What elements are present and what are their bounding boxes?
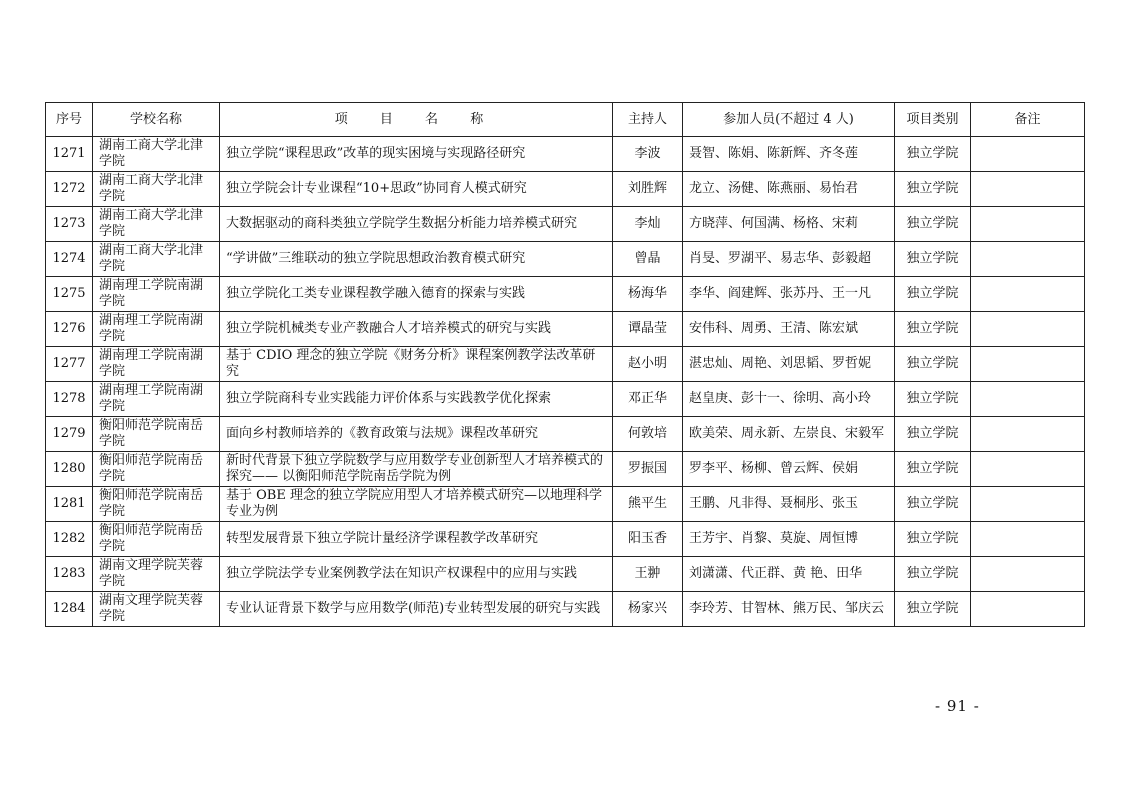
cell-members: 方晓萍、何国满、杨格、宋莉	[683, 207, 895, 242]
cell-seq: 1281	[46, 487, 93, 522]
cell-remark	[971, 557, 1085, 592]
cell-school: 湖南工商大学北津学院	[93, 137, 220, 172]
cell-project: 转型发展背景下独立学院计量经济学课程教学改革研究	[220, 522, 613, 557]
cell-remark	[971, 522, 1085, 557]
cell-members: 王鹏、凡非得、聂桐彤、张玉	[683, 487, 895, 522]
cell-category: 独立学院	[895, 592, 971, 627]
cell-members: 肖旻、罗湖平、易志华、彭毅超	[683, 242, 895, 277]
cell-members: 龙立、汤健、陈燕丽、易怡君	[683, 172, 895, 207]
cell-seq: 1273	[46, 207, 93, 242]
cell-remark	[971, 487, 1085, 522]
header-seq: 序号	[46, 103, 93, 137]
cell-host: 杨家兴	[613, 592, 683, 627]
table-row	[46, 452, 1085, 487]
cell-remark	[971, 347, 1085, 382]
cell-school: 湖南理工学院南湖学院	[93, 382, 220, 417]
cell-seq: 1284	[46, 592, 93, 627]
cell-category: 独立学院	[895, 557, 971, 592]
table-row	[46, 522, 1085, 557]
cell-seq: 1271	[46, 137, 93, 172]
cell-host: 李灿	[613, 207, 683, 242]
cell-category: 独立学院	[895, 522, 971, 557]
table-row	[46, 312, 1085, 347]
header-members: 参加人员(不超过 4 人)	[683, 103, 895, 137]
cell-category: 独立学院	[895, 172, 971, 207]
table-row	[46, 242, 1085, 277]
cell-host: 熊平生	[613, 487, 683, 522]
cell-school: 湖南理工学院南湖学院	[93, 312, 220, 347]
cell-category: 独立学院	[895, 137, 971, 172]
cell-project: 大数据驱动的商科类独立学院学生数据分析能力培养模式研究	[220, 207, 613, 242]
cell-seq: 1277	[46, 347, 93, 382]
cell-host: 阳玉香	[613, 522, 683, 557]
table-row	[46, 172, 1085, 207]
cell-school: 湖南工商大学北津学院	[93, 207, 220, 242]
cell-project: 专业认证背景下数学与应用数学(师范)专业转型发展的研究与实践	[220, 592, 613, 627]
header-project: 项 目 名 称	[220, 103, 613, 137]
cell-project: 基于 OBE 理念的独立学院应用型人才培养模式研究—以地理科学专业为例	[220, 487, 613, 522]
table-row	[46, 277, 1085, 312]
cell-seq: 1276	[46, 312, 93, 347]
cell-school: 衡阳师范学院南岳学院	[93, 487, 220, 522]
table-row	[46, 557, 1085, 592]
cell-remark	[971, 277, 1085, 312]
cell-remark	[971, 452, 1085, 487]
cell-category: 独立学院	[895, 277, 971, 312]
cell-members: 李华、阎建辉、张苏丹、王一凡	[683, 277, 895, 312]
cell-members: 刘潇潇、代正群、黄 艳、田华	[683, 557, 895, 592]
cell-host: 王翀	[613, 557, 683, 592]
cell-project: 基于 CDIO 理念的独立学院《财务分析》课程案例教学法改革研究	[220, 347, 613, 382]
cell-members: 赵皇庚、彭十一、徐明、高小玲	[683, 382, 895, 417]
cell-project: 面向乡村教师培养的《教育政策与法规》课程改革研究	[220, 417, 613, 452]
cell-host: 杨海华	[613, 277, 683, 312]
cell-members: 聂智、陈娟、陈新辉、齐冬莲	[683, 137, 895, 172]
cell-remark	[971, 137, 1085, 172]
cell-category: 独立学院	[895, 347, 971, 382]
cell-remark	[971, 242, 1085, 277]
cell-category: 独立学院	[895, 487, 971, 522]
cell-school: 衡阳师范学院南岳学院	[93, 452, 220, 487]
cell-seq: 1274	[46, 242, 93, 277]
header-category: 项目类别	[895, 103, 971, 137]
cell-host: 罗振国	[613, 452, 683, 487]
cell-seq: 1275	[46, 277, 93, 312]
table-row	[46, 417, 1085, 452]
cell-category: 独立学院	[895, 242, 971, 277]
cell-project: 独立学院化工类专业课程教学融入德育的探索与实践	[220, 277, 613, 312]
table-row	[46, 347, 1085, 382]
cell-host: 赵小明	[613, 347, 683, 382]
table-header-row	[46, 103, 1085, 137]
cell-school: 湖南理工学院南湖学院	[93, 277, 220, 312]
cell-project: 新时代背景下独立学院数学与应用数学专业创新型人才培养模式的探究—— 以衡阳师范学院南岳学院为例	[220, 452, 613, 487]
cell-category: 独立学院	[895, 417, 971, 452]
cell-host: 谭晶莹	[613, 312, 683, 347]
cell-members: 罗李平、杨柳、曾云辉、侯娟	[683, 452, 895, 487]
cell-host: 何敦培	[613, 417, 683, 452]
cell-category: 独立学院	[895, 382, 971, 417]
cell-category: 独立学院	[895, 452, 971, 487]
cell-remark	[971, 592, 1085, 627]
cell-seq: 1283	[46, 557, 93, 592]
cell-host: 曾晶	[613, 242, 683, 277]
cell-remark	[971, 382, 1085, 417]
cell-seq: 1272	[46, 172, 93, 207]
project-table	[45, 102, 1085, 627]
cell-members: 李玲芳、甘智林、熊万民、邹庆云	[683, 592, 895, 627]
cell-seq: 1282	[46, 522, 93, 557]
cell-host: 李波	[613, 137, 683, 172]
cell-remark	[971, 417, 1085, 452]
table-row	[46, 592, 1085, 627]
header-host: 主持人	[613, 103, 683, 137]
cell-school: 湖南工商大学北津学院	[93, 172, 220, 207]
cell-project: 独立学院“课程思政”改革的现实困境与实现路径研究	[220, 137, 613, 172]
table-row	[46, 207, 1085, 242]
cell-school: 衡阳师范学院南岳学院	[93, 417, 220, 452]
page-number: - 91 -	[935, 697, 980, 715]
cell-members: 欧美荣、周永新、左崇良、宋毅军	[683, 417, 895, 452]
cell-members: 王芳宇、肖黎、莫旋、周恒博	[683, 522, 895, 557]
cell-remark	[971, 207, 1085, 242]
cell-project: 独立学院商科专业实践能力评价体系与实践教学优化探索	[220, 382, 613, 417]
cell-seq: 1280	[46, 452, 93, 487]
cell-school: 衡阳师范学院南岳学院	[93, 522, 220, 557]
cell-members: 湛忠灿、周艳、刘思韬、罗哲妮	[683, 347, 895, 382]
cell-project: “学讲做”三维联动的独立学院思想政治教育模式研究	[220, 242, 613, 277]
table-row	[46, 137, 1085, 172]
cell-school: 湖南理工学院南湖学院	[93, 347, 220, 382]
cell-host: 邓正华	[613, 382, 683, 417]
cell-host: 刘胜辉	[613, 172, 683, 207]
cell-category: 独立学院	[895, 312, 971, 347]
table-row	[46, 382, 1085, 417]
cell-project: 独立学院法学专业案例教学法在知识产权课程中的应用与实践	[220, 557, 613, 592]
cell-category: 独立学院	[895, 207, 971, 242]
cell-members: 安伟科、周勇、王清、陈宏斌	[683, 312, 895, 347]
table-row	[46, 487, 1085, 522]
cell-remark	[971, 172, 1085, 207]
cell-school: 湖南文理学院芙蓉学院	[93, 557, 220, 592]
cell-seq: 1279	[46, 417, 93, 452]
header-remark: 备注	[971, 103, 1085, 137]
cell-school: 湖南工商大学北津学院	[93, 242, 220, 277]
cell-school: 湖南文理学院芙蓉学院	[93, 592, 220, 627]
cell-project: 独立学院机械类专业产教融合人才培养模式的研究与实践	[220, 312, 613, 347]
cell-remark	[971, 312, 1085, 347]
cell-project: 独立学院会计专业课程“10+思政”协同育人模式研究	[220, 172, 613, 207]
header-school: 学校名称	[93, 103, 220, 137]
cell-seq: 1278	[46, 382, 93, 417]
